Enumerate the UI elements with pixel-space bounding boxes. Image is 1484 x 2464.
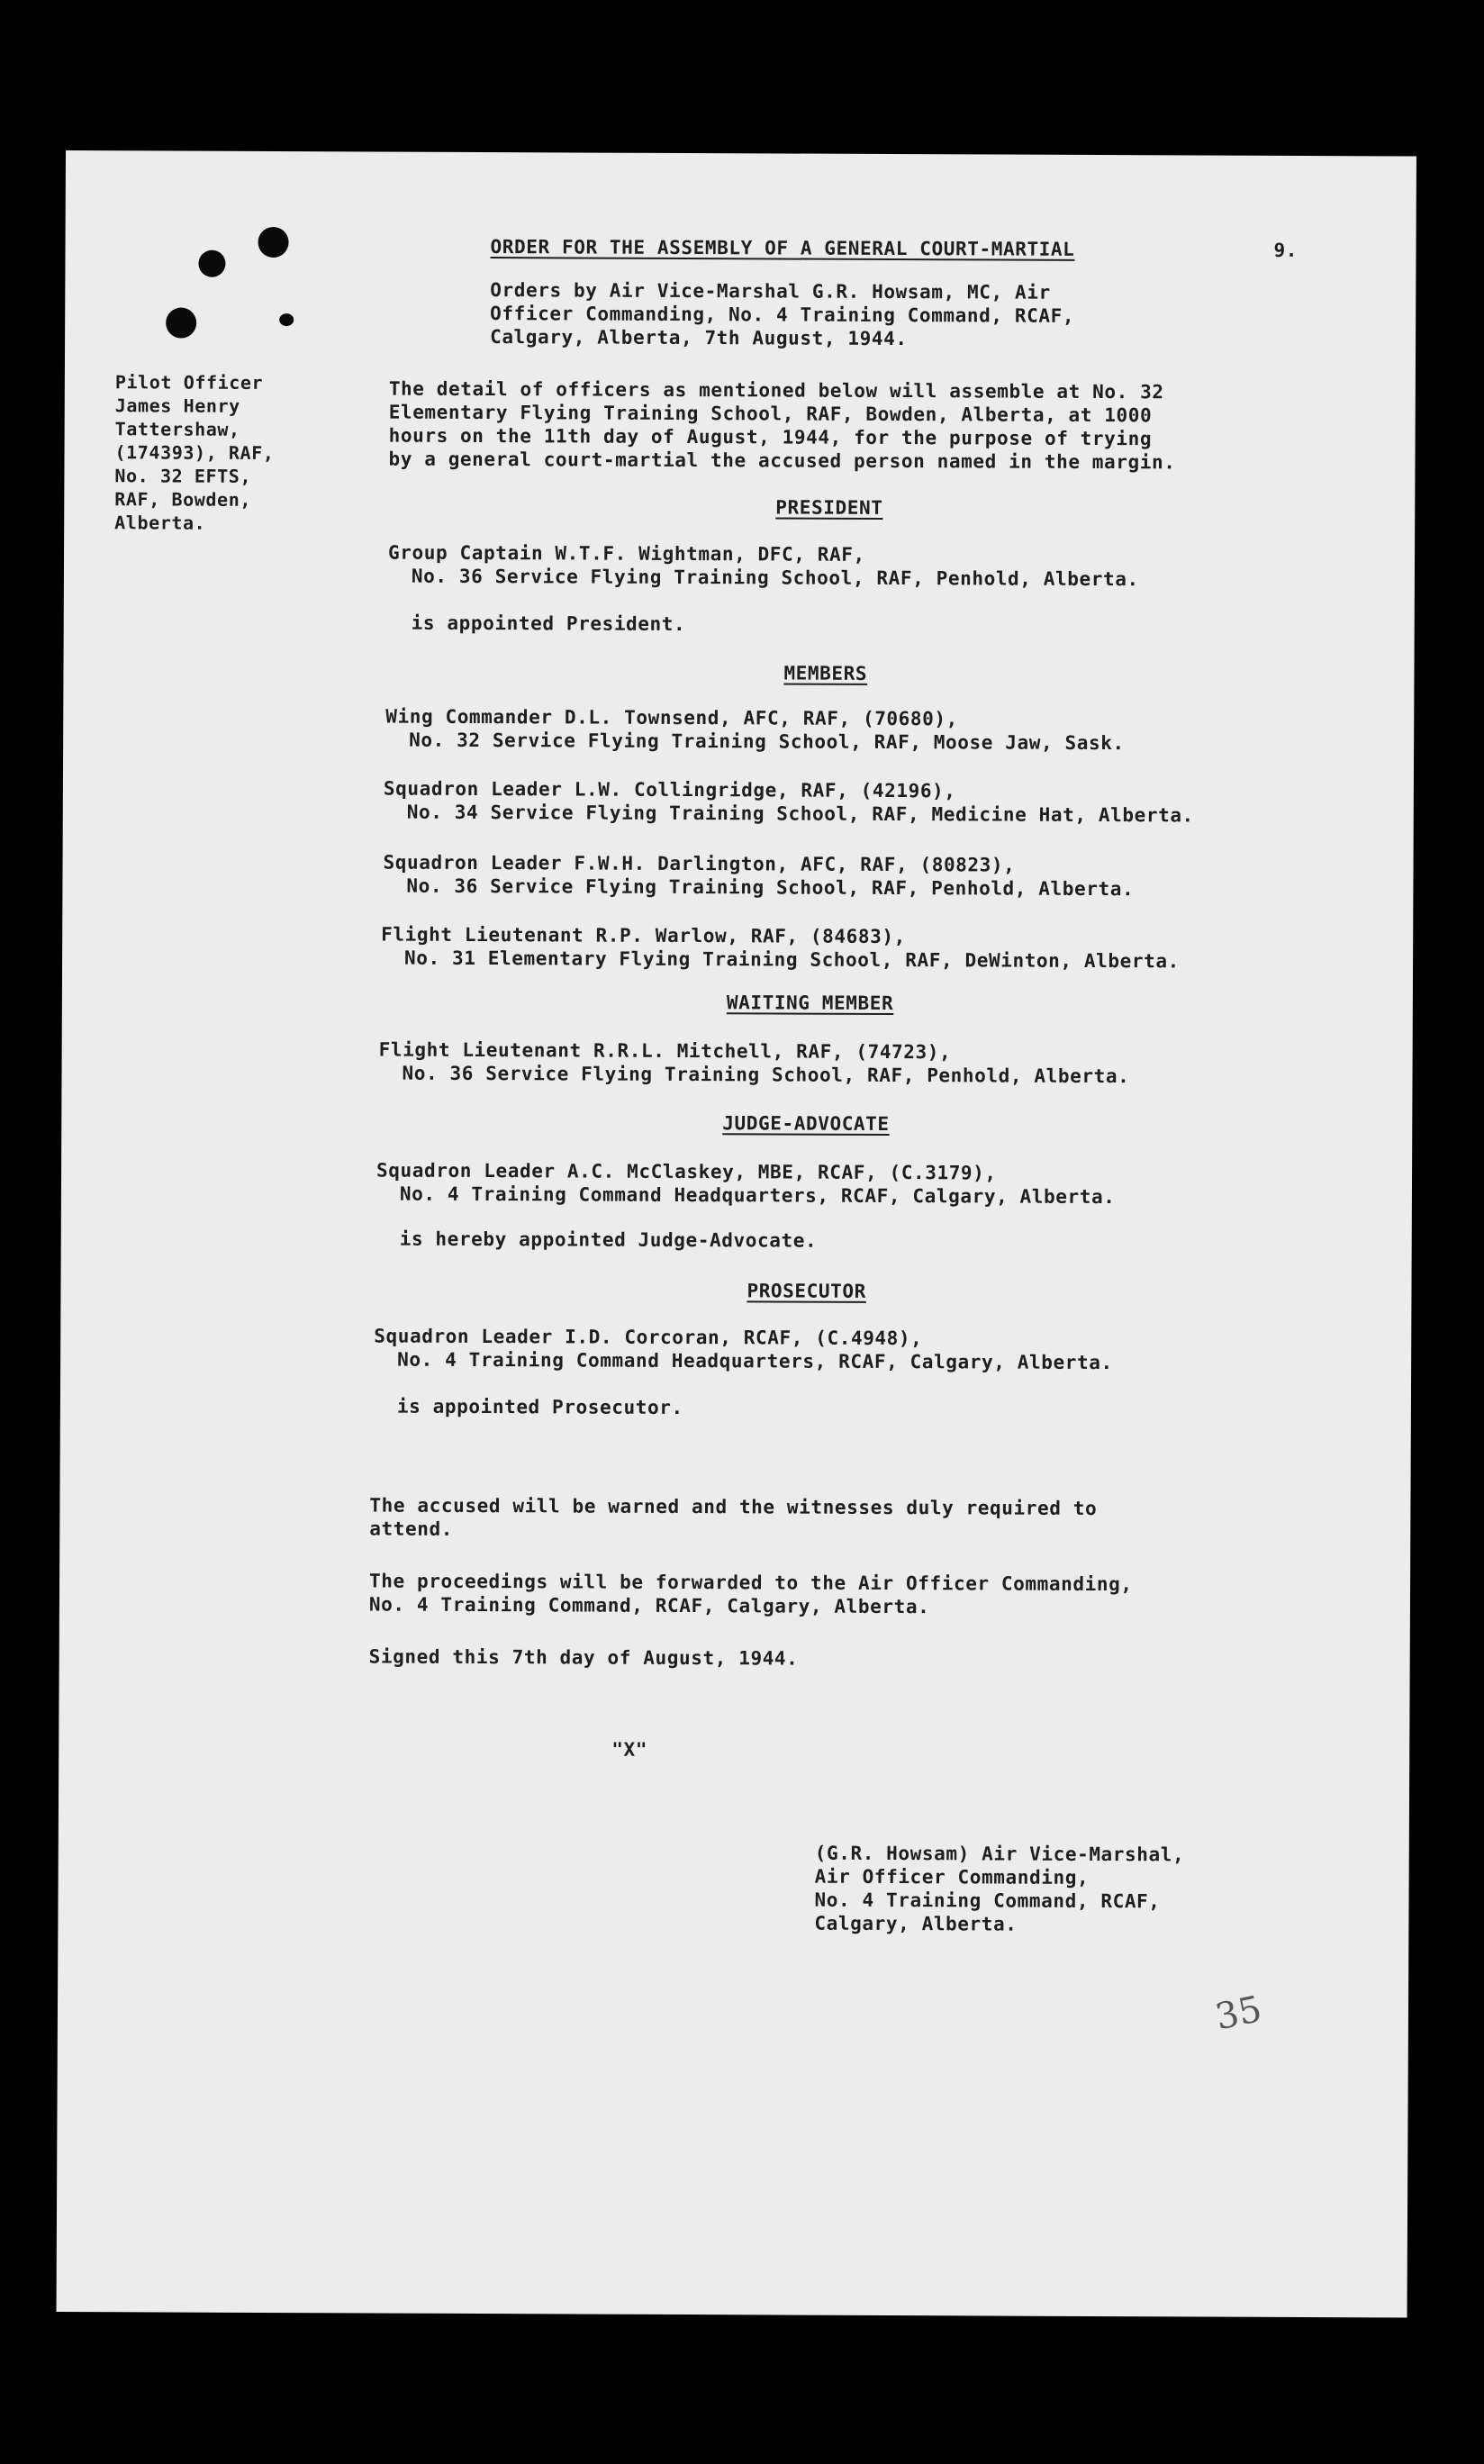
margin-line: (174393), RAF, — [114, 441, 275, 465]
margin-line: No. 32 EFTS, — [114, 465, 252, 487]
warning-line: The accused will be warned and the witnesses duly required to — [369, 1494, 1098, 1520]
president-heading: PRESIDENT — [775, 496, 883, 519]
prosecutor-name: Squadron Leader I.D. Corcoran, RCAF, (C.4948), — [374, 1325, 923, 1350]
judge-advocate-unit: No. 4 Training Command Headquarters, RCAF, Calgary, Alberta. — [399, 1182, 1116, 1209]
judge-advocate-note: is hereby appointed Judge-Advocate. — [399, 1227, 818, 1252]
punch-hole — [198, 250, 225, 277]
prosecutor-unit: No. 4 Training Command Headquarters, RCAF, Calgary, Alberta. — [397, 1348, 1113, 1374]
punch-hole — [166, 307, 196, 338]
orders-line: Calgary, Alberta, 7th August, 1944. — [490, 326, 908, 350]
intro-line: Elementary Flying Training School, RAF, Bowden, Alberta, at 1000 — [388, 401, 1153, 427]
intro-line: The detail of officers as mentioned below will assemble at No. 32 — [388, 377, 1164, 403]
judge-advocate-heading: JUDGE-ADVOCATE — [722, 1112, 890, 1136]
signature-line: (G.R. Howsam) Air Vice-Marshal, — [814, 1842, 1185, 1866]
member-unit: No. 36 Service Flying Training School, RAF, Penhold, Alberta. — [406, 874, 1135, 901]
margin-line: James Henry — [114, 394, 240, 417]
forward-line: The proceedings will be forwarded to the Air Officer Commanding, — [369, 1570, 1133, 1596]
orders-line: Orders by Air Vice-Marshal G.R. Howsam, MC, Air — [490, 279, 1051, 303]
intro-line: by a general court-martial the accused person named in the margin. — [388, 448, 1176, 474]
judge-advocate-name: Squadron Leader A.C. McClaskey, MBE, RCAF, (C.3179), — [376, 1159, 997, 1184]
margin-line: Tattershaw, — [114, 418, 240, 440]
president-note: is appointed President. — [411, 611, 686, 636]
forward-line: No. 4 Training Command, RCAF, Calgary, Alberta. — [368, 1593, 930, 1618]
orders-line: Officer Commanding, No. 4 Training Command, RCAF, — [490, 303, 1075, 327]
member-unit: No. 32 Service Flying Training School, RAF, Moose Jaw, Sask. — [409, 729, 1125, 755]
margin-line: RAF, Bowden, — [114, 488, 252, 511]
prosecutor-note: is appointed Prosecutor. — [396, 1395, 683, 1419]
president-unit: No. 36 Service Flying Training School, RAF, Penhold, Alberta. — [411, 565, 1139, 591]
member-unit: No. 31 Elementary Flying Training School, RAF, DeWinton, Alberta. — [404, 947, 1180, 973]
member-name: Squadron Leader F.W.H. Darlington, AFC, RAF, (80823), — [383, 851, 1016, 876]
member-name: Wing Commander D.L. Townsend, AFC, RAF, (70680), — [385, 705, 958, 730]
members-heading: MEMBERS — [783, 662, 868, 684]
member-name: Squadron Leader L.W. Collingridge, RAF, (42196), — [383, 777, 956, 802]
signature-line: No. 4 Training Command, RCAF, — [814, 1889, 1161, 1913]
intro-line: hours on the 11th day of August, 1944, for the purpose of trying — [388, 424, 1153, 450]
document-title: ORDER FOR THE ASSEMBLY OF A GENERAL COURT-MARTIAL — [490, 236, 1075, 260]
president-name: Group Captain W.T.F. Wightman, DFC, RAF, — [388, 541, 865, 566]
waiting-member-name: Flight Lieutenant R.R.L. Mitchell, RAF, (74723), — [378, 1038, 952, 1064]
prosecutor-heading: PROSECUTOR — [747, 1280, 866, 1302]
signature-line: Calgary, Alberta. — [814, 1912, 1018, 1935]
member-name: Flight Lieutenant R.P. Warlow, RAF, (84683), — [381, 923, 906, 948]
signature-line: Air Officer Commanding, — [814, 1865, 1090, 1889]
waiting-member-heading: WAITING MEMBER — [726, 992, 894, 1015]
page-number: 9. — [1273, 239, 1298, 261]
document-page — [57, 150, 1416, 2318]
signed-date: Signed this 7th day of August, 1944. — [368, 1645, 799, 1670]
punch-hole — [258, 227, 288, 258]
margin-line: Pilot Officer — [114, 371, 264, 394]
margin-line: Alberta. — [114, 512, 206, 534]
member-unit: No. 34 Service Flying Training School, RAF, Medicine Hat, Alberta. — [406, 801, 1194, 827]
handwritten-number: 35 — [1211, 1988, 1266, 2039]
waiting-member-unit: No. 36 Service Flying Training School, RAF, Penhold, Alberta. — [402, 1062, 1130, 1088]
punch-hole — [279, 313, 294, 326]
signature-mark: "X" — [611, 1738, 648, 1761]
warning-line: attend. — [369, 1517, 454, 1540]
